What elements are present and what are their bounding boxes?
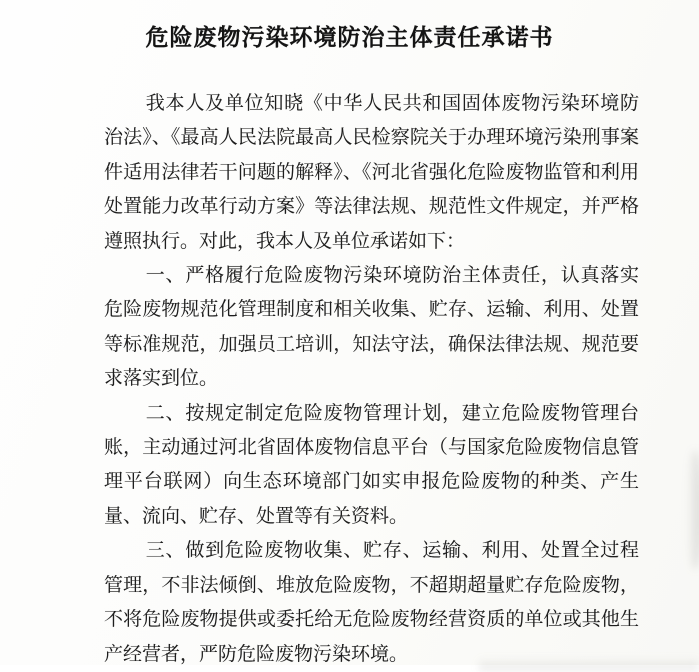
document-title: 危险废物污染环境防治主体责任承诺书	[145, 25, 554, 50]
paragraph: 我本人及单位知晓《中华人民共和国固体废物污染环境防治法》、《最高人民法院最高人民检察院关于办理环境污染刑事案件适用法律若干问题的解释》、《河北省强化危险废物监管和利用处置能力改革行动方案》等法律法规、规范性文件规定，并严格遵照执行。对此，我本人及单位承诺如下：	[104, 93, 639, 252]
document-body	[104, 87, 639, 672]
paragraph: 二、按规定制定危险废物管理计划，建立危险废物管理台账，主动通过河北省固体废物信息平台（与国家危险废物信息管理平台联网）向生态环境部门如实申报危险废物的种类、产生量、流向、贮存、处置等有关资料。	[104, 402, 639, 527]
paragraph: 一、严格履行危险废物污染环境防治主体责任，认真落实危险废物规范化管理制度和相关收集、贮存、运输、利用、处置等标准规范，加强员工培训，知法守法，确保法律法规、规范要求落实到位。	[104, 265, 639, 390]
scan-shadow-right-edge	[687, 450, 699, 570]
paragraph: 三、做到危险废物收集、贮存、运输、利用、处置全过程管理，不非法倾倒、堆放危险废物，不超期超量贮存危险废物，不将危险废物提供或委托给无危险废物经营资质的单位或其他生产经营者，严防危险废物污染环境。	[104, 540, 639, 665]
